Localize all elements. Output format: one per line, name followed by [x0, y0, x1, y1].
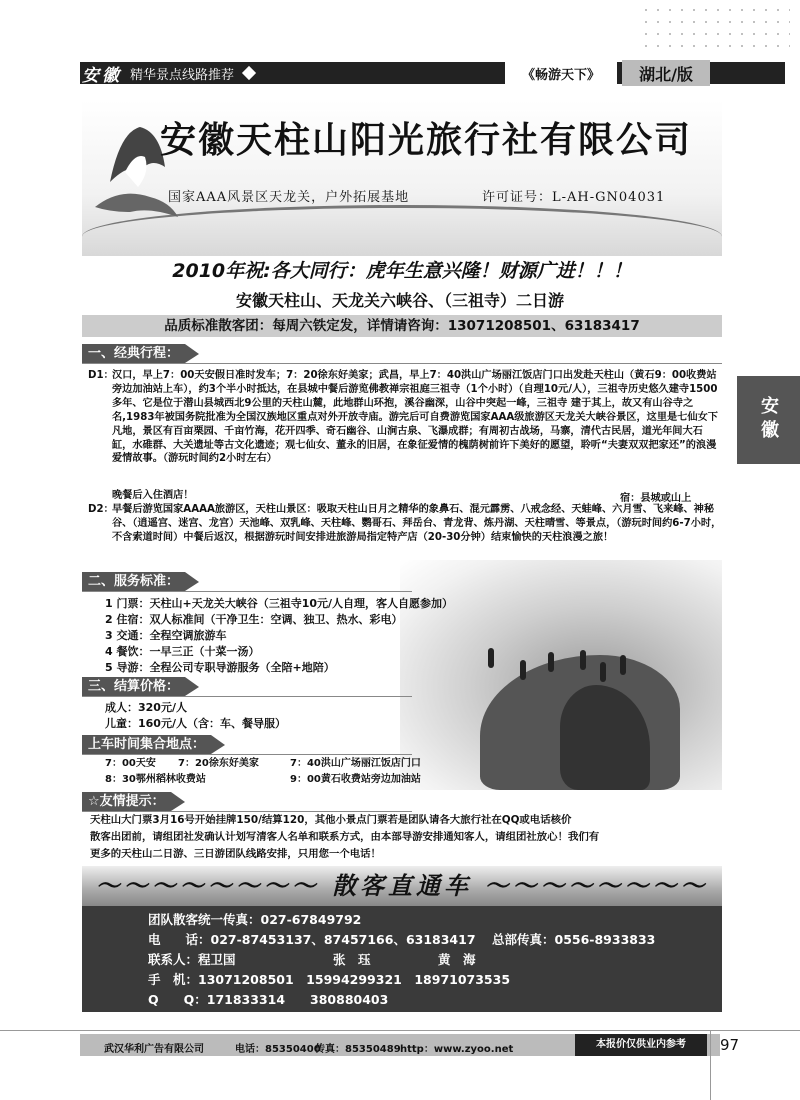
footer-note: 本报价仅供业内参考	[575, 1034, 707, 1056]
header-brand: 安徽	[82, 65, 122, 86]
hiker-figure	[488, 648, 494, 668]
phone-numbers: 电 话：027-87453137、87457166、63183417	[148, 932, 476, 947]
tips-tag: ☆友情提示：	[82, 792, 171, 811]
team-fax: 团队散客统一传真：027-67849792	[148, 912, 362, 927]
direct-bus-title: ～～～～～～～～ 散客直通车 ～～～～～～～～	[95, 872, 709, 900]
footer-divider	[0, 1030, 800, 1031]
qq-numbers: Q Q：171833314 380880403	[148, 992, 389, 1007]
pickup-point: 9：00黄石收费站旁边加油站	[290, 774, 421, 785]
hiker-figure	[600, 662, 606, 682]
footer-vertical-divider	[710, 1030, 711, 1100]
itinerary-tag: 一、经典行程：	[82, 344, 185, 363]
service-item: 4 餐饮：一早三正（十菜一汤）	[105, 645, 260, 658]
header-middle-title: 《畅游天下》	[505, 62, 617, 84]
day1-lodging: 宿：县城或山上	[620, 493, 692, 504]
decorative-dot-grid	[640, 4, 790, 56]
divider	[82, 591, 412, 592]
tips-line: 散客出团前，请组团社发确认计划写清客人名单和联系方式，由本部导游安排通知客人，请组团社放心！我们有	[90, 831, 600, 843]
footer-website: http：www.zyoo.net	[400, 1044, 514, 1055]
service-item: 2 住宿：双人标准间（干净卫生：空调、独卫、热水、彩电）	[105, 613, 403, 626]
mobile-numbers: 手 机：13071208501 15994299321 18971073535	[148, 972, 511, 987]
day2-text: 早餐后游览国家AAAA旅游区，天柱山景区：吸取天柱山日月之精华的象鼻石、混元霹雳、八戒念经、天蛙峰、六月雪、飞来峰、神秘谷、（逍遥宫、迷宫、龙宫）天池峰、双乳峰、天柱峰、鹦哥石、拜岳台、青龙背、炼丹湖、天柱晴雪、等景点，（游玩时间约6-7小时，不含索道时间）中餐后返汉，根据游玩时间安排进旅游局指定特产店（20-30分钟）结束愉快的天柱浪漫之旅！	[112, 504, 722, 543]
contact-person: 联系人：程卫国	[148, 952, 236, 967]
tips-line: 更多的天柱山二日游、三日游团队线路安排，只用您一个电话！	[90, 848, 381, 860]
hiker-figure	[520, 660, 526, 680]
adult-price: 成人：320元/人	[105, 701, 187, 714]
footer-tel: 电话：85350400	[235, 1044, 321, 1055]
day2-label: D2：	[88, 504, 114, 515]
page-number: 97	[720, 1036, 740, 1054]
route-title: 安徽天柱山、天龙关六峡谷、（三祖寺）二日游	[235, 291, 564, 310]
company-name: 安徽天柱山阳光旅行社有限公司	[160, 119, 693, 161]
service-tag: 二、服务标准：	[82, 572, 185, 591]
hq-fax: 总部传真：0556-8933833	[492, 932, 656, 947]
pickup-tag: 上车时间集合地点：	[82, 735, 211, 754]
divider	[82, 754, 412, 755]
divider	[82, 696, 412, 697]
new-year-slogan: 2010年祝:各大同行：虎年生意兴隆！财源广进！！！	[172, 260, 632, 282]
consult-text: 品质标准散客团：每周六铁定发，详情请咨询：13071208501、63183417	[164, 318, 640, 334]
pickup-point: 8：30鄂州稻林收费站	[105, 774, 206, 785]
pickup-point: 7：40洪山广场丽江饭店门口	[290, 758, 421, 769]
service-item: 5 导游：全程公司专职导游服务（全陪+地陪）	[105, 661, 335, 674]
day1-label: D1：	[88, 370, 114, 381]
diamond-icon	[242, 66, 256, 80]
day2-itinerary	[88, 503, 722, 545]
service-item: 1 门票：天柱山+天龙关大峡谷（三祖寺10元/人自理，客人自愿参加）	[105, 597, 454, 610]
day1-last-line: 晚餐后入住酒店！	[112, 490, 194, 501]
pickup-point: 7：20徐东好美家	[178, 758, 259, 769]
side-tab: 安徽	[737, 376, 800, 464]
hiker-figure	[548, 652, 554, 672]
header-left-title: 精华景点线路推荐	[130, 67, 235, 83]
pickup-point: 7：00天安	[105, 758, 156, 769]
banner-subtitle: 国家AAA风景区天龙关，户外拓展基地	[168, 190, 410, 205]
day1-text: 汉口，早上7：00天安假日准时发车；7：20徐东好美家；武昌，早上7：40洪山广场丽江饭店门口出发赴天柱山（黄石9：00收费站旁边加油站上车），约3个半小时抵达，在县城中餐后游览佛教禅宗祖庭三祖寺（1个小时）（自理10元/人），三祖寺历史悠久建寺1500多年、它是位于潜山县城西北9公里的天柱山麓，此地群山环抱，溪谷幽深，山谷中突起一峰，三祖寺 建于其上，故又有山谷寺之名,1983年被国务院批准为全国汉族地区重点对外开放寺庙。游完后可自费游览国家AAA级旅游区天龙关大峡谷景区，这里是七仙女下凡地，景区有百亩栗园、千亩竹海，花开四季、奇石幽谷、山涧古泉、飞瀑成群；有周初古战场，马寨，清代古民居，道光年间大石缸，水碓群、大关遗址等古文化遗迹；观七仙女、董永的旧居，在象征爱情的槐荫树前许下美好的愿望，聆听“夫妻双双把家还”的浪漫爱情故事。（游玩时间约2小时左右）	[112, 370, 718, 465]
footer-fax: 传真：85350489	[315, 1044, 401, 1055]
hiker-figure	[620, 655, 626, 675]
price-tag: 三、结算价格：	[82, 677, 185, 696]
contact-person: 张 珏	[333, 952, 371, 967]
license-number: 许可证号：L-AH-GN04031	[482, 190, 666, 205]
footer-company: 武汉华利广告有限公司	[104, 1044, 204, 1055]
header-left	[82, 62, 254, 84]
divider	[82, 363, 722, 364]
tips-line: 天柱山大门票3月16号开始挂牌150/结算120，其他小景点门票若是团队请各大旅行社在QQ或电话核价	[90, 814, 572, 826]
service-item: 3 交通：全程空调旅游车	[105, 629, 227, 642]
day1-itinerary	[88, 369, 722, 466]
header-edition: 湖北/版	[622, 60, 710, 86]
hiker-figure	[580, 650, 586, 670]
child-price: 儿童：160元/人（含：车、餐导服）	[105, 717, 286, 730]
contact-person: 黄 海	[438, 952, 476, 967]
